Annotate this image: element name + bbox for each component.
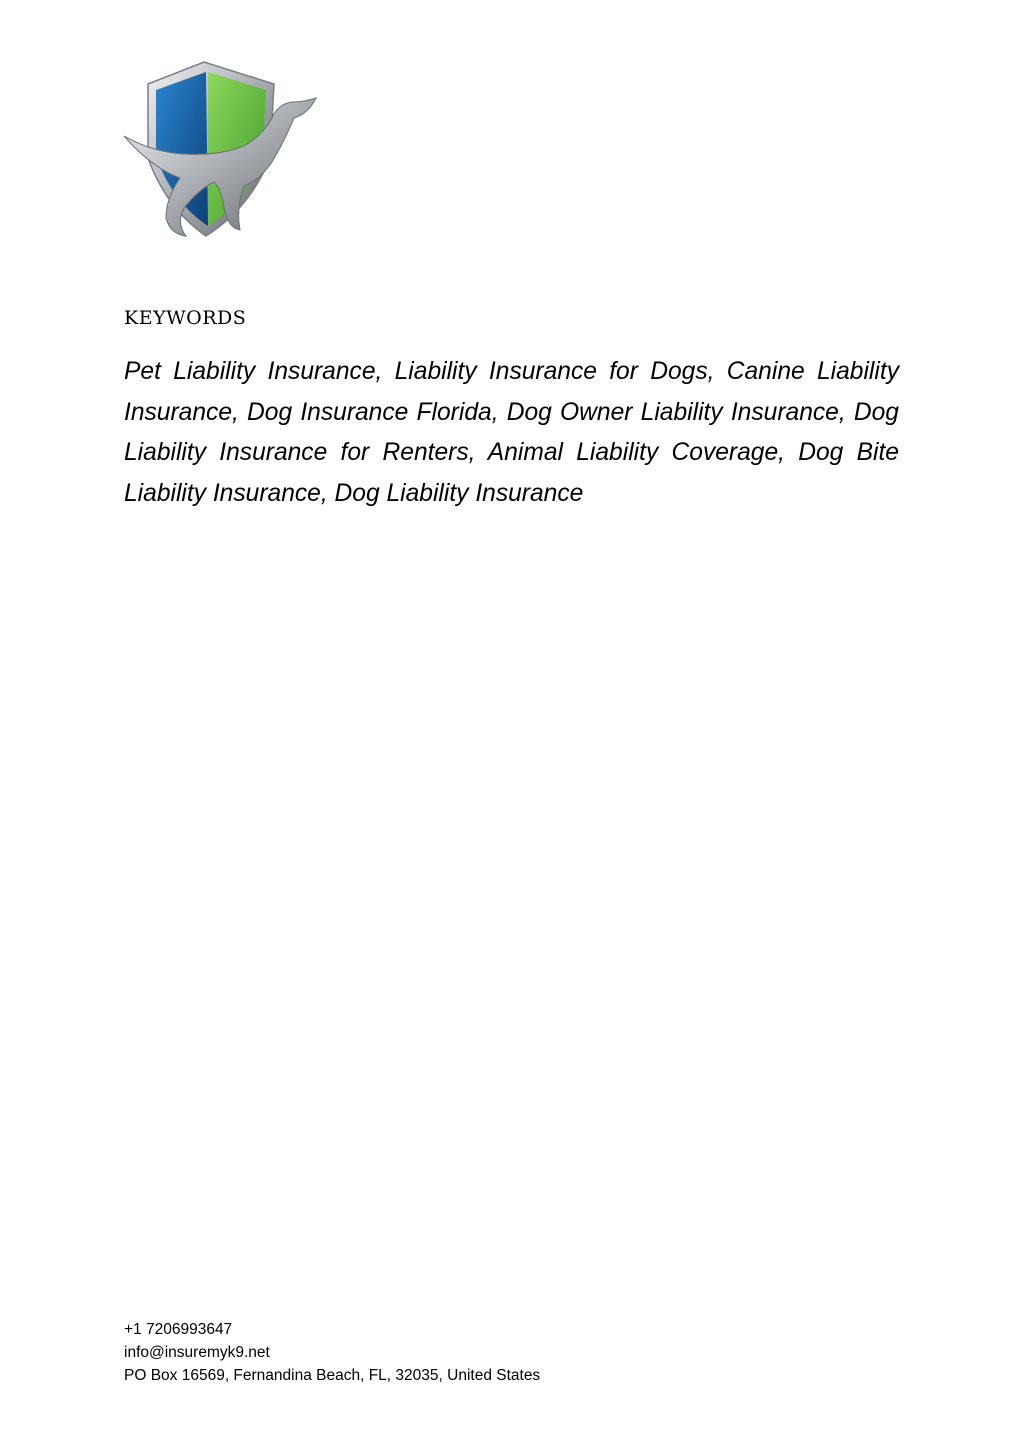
keywords-paragraph: Pet Liability Insurance, Liability Insurance for Dogs, Canine Liability Insurance, Dog Insurance Florida, Dog Owner Liability Insurance, Dog Liability Insurance for Renters, Animal Liability Coverage, Dog Bite Liability Insurance, Dog Liability Insurance [124,358,899,507]
shield-dog-logo-icon [122,58,318,240]
page-title: keywords [124,300,247,331]
postal-address: PO Box 16569, Fernandina Beach, FL, 32035, United States [124,1367,541,1384]
email-address: info@insuremyk9.net [124,1344,270,1361]
phone-number: +1 7206993647 [124,1321,233,1338]
contact-footer [124,1318,540,1387]
company-logo [122,58,318,240]
